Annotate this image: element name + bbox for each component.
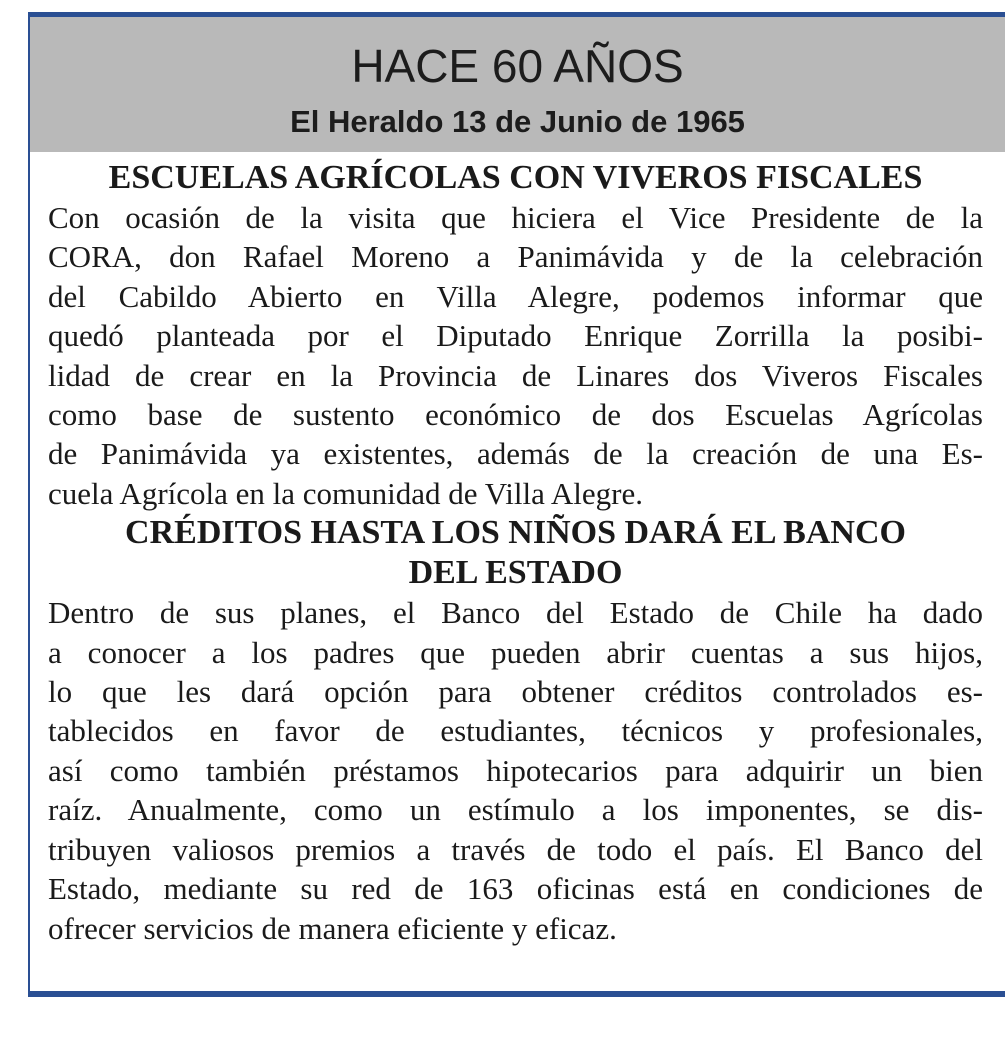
headline-line: CRÉDITOS HASTA LOS NIÑOS DARÁ EL BANCO (125, 514, 906, 552)
body-line: como base de sustento económico de dos Escuelas Agrícolas (48, 397, 983, 433)
body-line: tribuyen valiosos premios a través de todo el país. El Banco del (48, 831, 983, 867)
body-line: del Cabildo Abierto en Villa Alegre, podemos informar que (48, 278, 983, 314)
body-line: lidad de crear en la Provincia de Linares dos Viveros Fiscales (48, 357, 983, 393)
body-line: así como también préstamos hipotecarios para adquirir un bien (48, 752, 983, 788)
body-line: raíz. Anualmente, como un estímulo a los imponentes, se dis- (48, 792, 983, 828)
clipping-frame (28, 12, 1005, 997)
source-date: El Heraldo 13 de Junio de 1965 (290, 104, 745, 139)
headline-line: ESCUELAS AGRÍCOLAS CON VIVEROS FISCALES (108, 159, 923, 196)
headline-line: DEL ESTADO (408, 554, 623, 592)
body-line: cuela Agrícola en la comunidad de Villa Alegre. (48, 475, 643, 511)
body-line: Dentro de sus planes, el Banco del Estado de Chile ha dado (48, 595, 983, 631)
body-line: Estado, mediante su red de 163 oficinas está en condiciones de (48, 871, 983, 907)
header-banner (30, 17, 1005, 152)
article-1-body (48, 198, 983, 513)
body-line: lo que les dará opción para obtener créditos controlados es- (48, 674, 983, 710)
article-2-body (48, 593, 983, 948)
section-title: HACE 60 AÑOS (351, 40, 684, 92)
articles-column (48, 158, 983, 948)
body-line: de Panimávida ya existentes, además de la creación de una Es- (48, 436, 983, 472)
body-line: quedó planteada por el Diputado Enrique Zorrilla la posibi- (48, 318, 983, 354)
body-line: CORA, don Rafael Moreno a Panimávida y de la celebración (48, 239, 983, 275)
body-line: a conocer a los padres que pueden abrir cuentas a sus hijos, (48, 634, 983, 670)
body-line: tablecidos en favor de estudiantes, técnicos y profesionales, (48, 713, 983, 749)
article-1 (48, 158, 983, 513)
article-2 (48, 513, 983, 948)
article-1-headline (48, 158, 983, 198)
body-line: Con ocasión de la visita que hiciera el Vice Presidente de la (48, 200, 983, 235)
article-2-headline (48, 513, 983, 593)
body-line: ofrecer servicios de manera eficiente y eficaz. (48, 910, 617, 946)
